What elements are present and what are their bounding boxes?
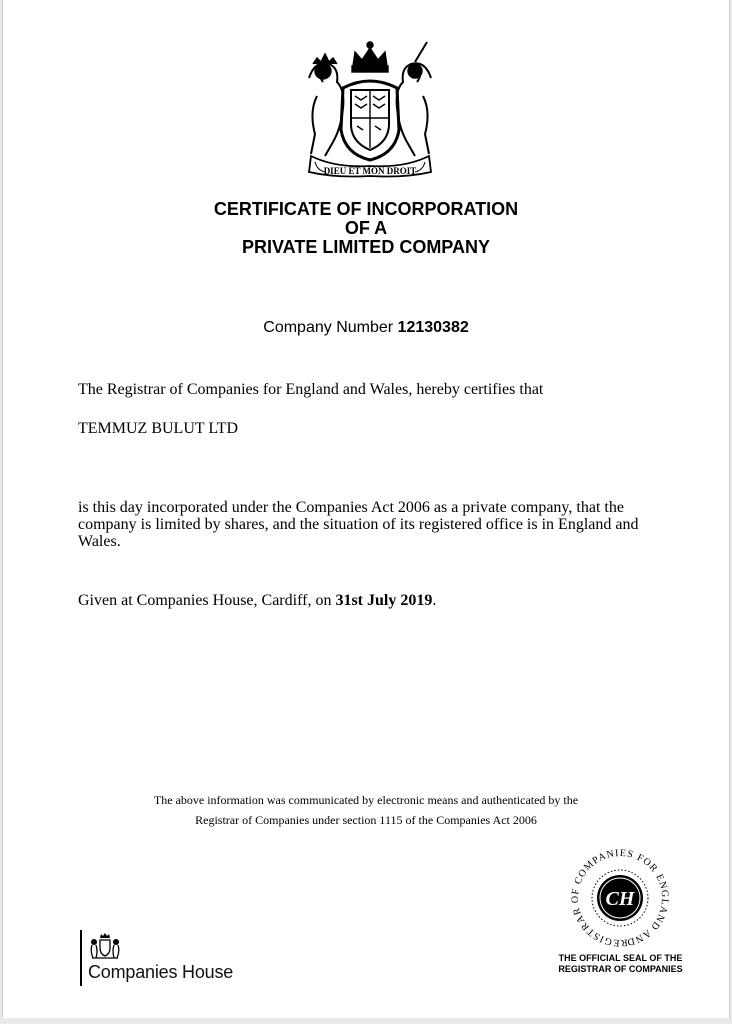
company-name: TEMMUZ BULUT LTD [78,420,238,437]
given-prefix: Given at Companies House, Cardiff, on [78,592,332,609]
small-crest-icon [88,932,122,960]
registrar-seal-icon [565,843,675,953]
company-number-line [3,319,729,337]
logo-bar [80,930,82,986]
title-line-2: OF A [344,218,388,238]
certificate-title [3,200,729,257]
given-at-statement [78,592,678,609]
given-suffix: . [432,592,437,609]
crest-motto: DIEU ET MON DROIT [323,166,417,176]
registrar-statement: The Registrar of Companies for England and Wales, hereby certifies that [78,381,544,398]
given-date: 31st July 2019 [335,592,433,609]
companies-house-logo-text: Companies House [88,962,234,982]
title-line-3: PRIVATE LIMITED COMPANY [241,237,490,257]
title-line-1: CERTIFICATE OF INCORPORATION [213,199,519,219]
royal-coat-of-arms-icon [295,38,445,178]
certificate-page [2,0,730,1018]
companies-house-logo [80,930,280,990]
seal-caption-line-1: THE OFFICIAL SEAL OF THE [558,953,683,963]
authentication-note-line-2: Registrar of Companies under section 1115 of the Companies Act 2006 [195,813,537,827]
company-number-value: 12130382 [397,319,469,336]
seal-ring-text: REGISTRAR OF COMPANIES FOR ENGLAND AND [569,847,671,949]
authentication-note-line-1: The above information was communicated by electronic means and authenticated by the [153,793,579,807]
seal-caption-line-2: REGISTRAR OF COMPANIES [558,964,683,974]
company-number-label: Company Number [263,319,394,336]
authentication-note [3,790,729,830]
incorporation-statement: is this day incorporated under the Companies Act 2006 as a private company, that the company is limited by shares, and the situation of its registered office is in England and Wales. [78,499,639,550]
seal-monogram: CH [605,888,635,910]
seal-caption [533,953,708,975]
